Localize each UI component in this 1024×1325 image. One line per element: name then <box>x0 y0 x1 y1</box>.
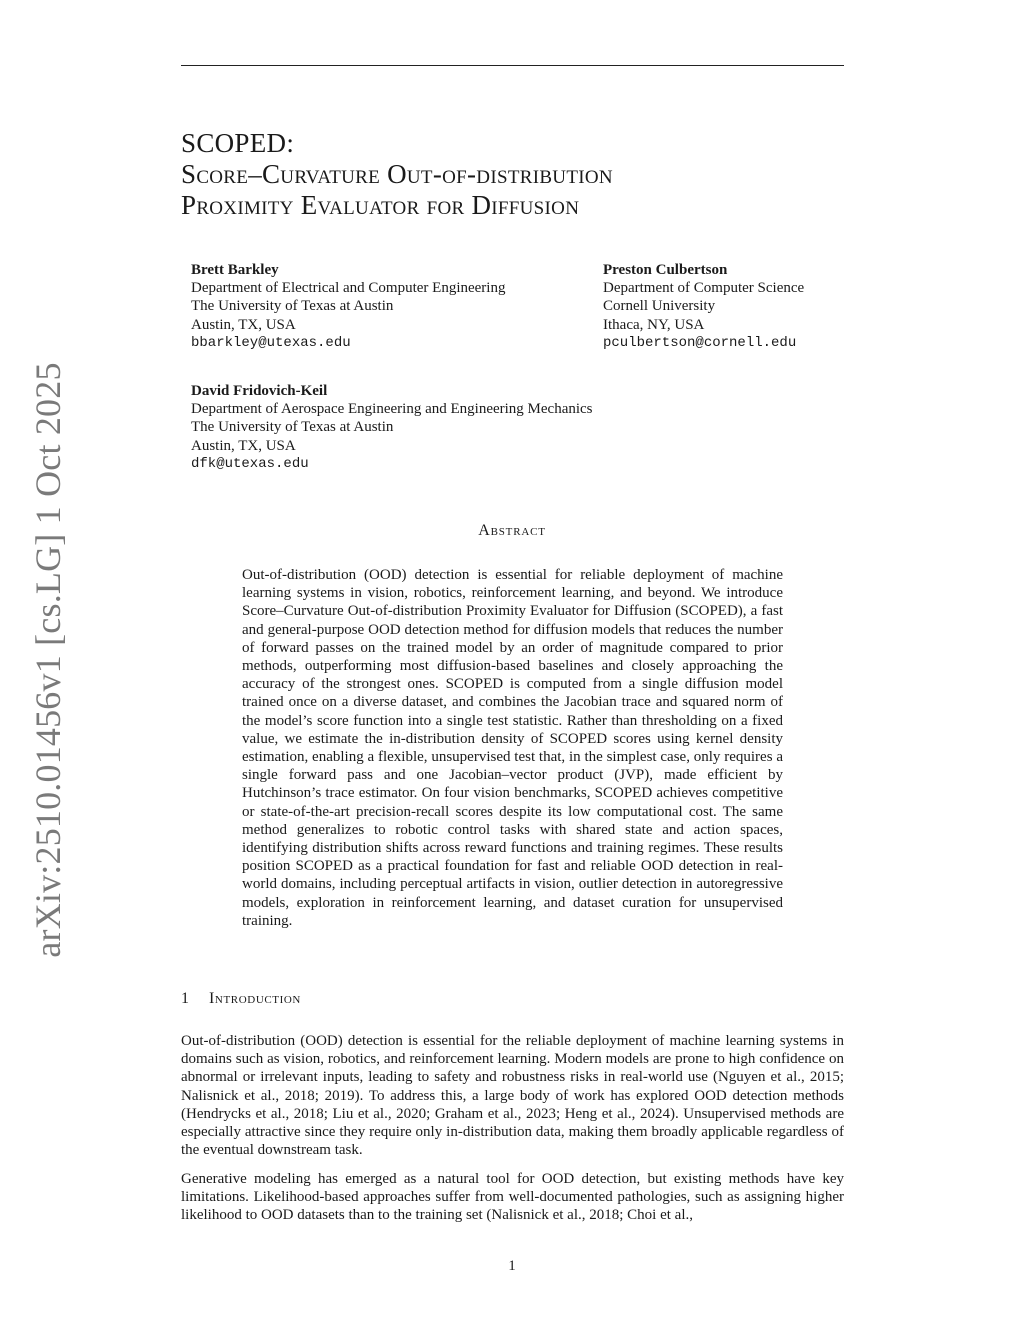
title-line-3: Proximity Evaluator for Diffusion <box>181 190 580 220</box>
author-email[interactable]: bbarkley@utexas.edu <box>191 334 351 351</box>
author-block <box>191 382 593 473</box>
body-paragraph: Generative modeling has emerged as a natural tool for OOD detection, but existing methods have key limitations. Likelihood-based approaches suffer from well-documented pathologies, such as assigning higher likelihood to OOD datasets than to the training set (Nalisnick et al., 2018; Choi et al., <box>181 1171 844 1224</box>
author-location: Austin, TX, USA <box>191 316 296 333</box>
author-location: Austin, TX, USA <box>191 437 296 454</box>
top-rule <box>181 65 844 66</box>
arxiv-identifier[interactable]: arXiv:2510.01456v1 [cs.LG] 1 Oct 2025 <box>28 362 68 958</box>
section-heading <box>181 990 301 1008</box>
author-name: Brett Barkley <box>191 262 279 278</box>
page-number: 1 <box>508 1258 516 1274</box>
author-institution: The University of Texas at Austin <box>191 298 394 315</box>
author-name: Preston Culbertson <box>603 262 728 278</box>
author-institution: Cornell University <box>603 298 716 315</box>
paper-title <box>181 128 844 221</box>
author-location: Ithaca, NY, USA <box>603 316 705 333</box>
body-paragraph: Out-of-distribution (OOD) detection is essential for the reliable deployment of machine learning systems in domains such as vision, robotics, and reinforcement learning. Modern models are prone to high confidence on abnormal or irrelevant inputs, leading to safety and robustness risks in real-world use (Nguyen et al., 2015; Nalisnick et al., 2018; 2019). To address this, a large body of work has explored OOD detection methods (Hendrycks et al., 2018; Liu et al., 2020; Graham et al., 2023; Heng et al., 2024). Unsupervised methods are especially attractive since they require only in-distribution data, making them broadly applicable regardless of the eventual downstream task. <box>181 1033 844 1159</box>
title-line-1: SCOPED: <box>181 128 295 158</box>
author-email[interactable]: pculbertson@cornell.edu <box>603 334 797 351</box>
author-email[interactable]: dfk@utexas.edu <box>191 455 309 472</box>
author-name: David Fridovich-Keil <box>191 383 328 399</box>
abstract-text: Out-of-distribution (OOD) detection is essential for reliable deployment of machine learning systems in vision, robotics, reinforcement learning, and beyond. We introduce Score–Curvature Out-of-distribution Proximity Evaluator for Diffusion (SCOPED), a fast and general-purpose OOD detection method for diffusion models that reduces the number of forward passes on the trained model by an order of magnitude compared to prior methods, outperforming most diffusion-based baselines and closely approaching the accuracy of the strongest ones. SCOPED is computed from a single diffusion model trained once on a diverse dataset, and combines the Jacobian trace and squared norm of the model’s score function into a single test statistic. Rather than thresholding on a fixed value, we estimate the in-distribution density of SCOPED scores using kernel density estimation, enabling a flexible, unsupervised test that, in the simplest case, only requires a single forward pass and one Jacobian–vector product (JVP), made efficient by Hutchinson’s trace estimator. On four vision benchmarks, SCOPED achieves competitive or state-of-the-art precision-recall scores despite its low computational cost. The same method generalizes to robotic control tasks with shared state and action spaces, identifying distribution shifts across reward functions and training regimes. These results position SCOPED as a practical foundation for fast and reliable OOD detection in real-world domains, including perceptual artifacts in vision, outlier detection in autoregressive models, exploration in reinforcement learning, and dataset curation for unsupervised training. <box>242 567 783 929</box>
author-department: Department of Computer Science <box>603 280 805 297</box>
title-line-2: Score–Curvature Out-of-distribution <box>181 159 613 189</box>
author-block <box>603 261 804 352</box>
author-block <box>191 261 505 352</box>
section-number: 1 <box>181 990 190 1007</box>
abstract-heading: Abstract <box>478 522 546 539</box>
section-title: Introduction <box>209 990 301 1007</box>
author-institution: The University of Texas at Austin <box>191 419 394 436</box>
author-department: Department of Electrical and Computer Engineering <box>191 280 506 297</box>
author-department: Department of Aerospace Engineering and Engineering Mechanics <box>191 401 593 418</box>
